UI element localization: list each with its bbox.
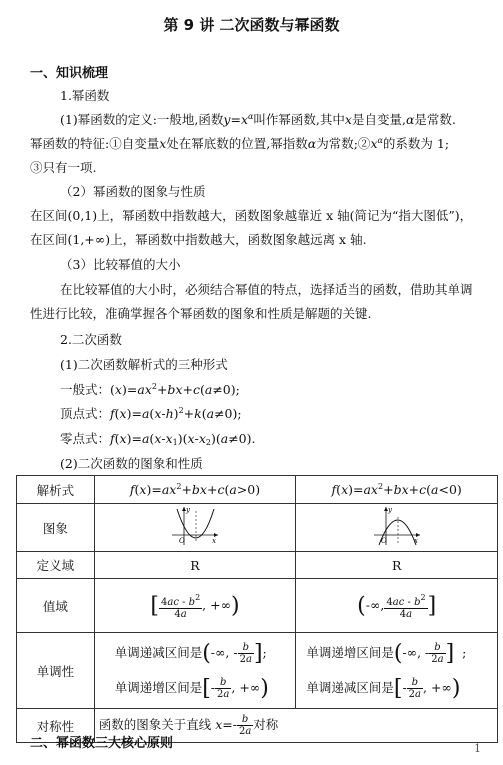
svg-text:O: O <box>179 537 185 545</box>
row-label: 定义域 <box>17 552 95 579</box>
svg-text:x: x <box>212 537 216 545</box>
table-header: $f(x)=ax^2+bx+c(a>0)$ <box>94 476 296 504</box>
row-label: 图象 <box>17 504 95 552</box>
subsection-heading: （2）幂函数的图象与性质 <box>60 184 206 199</box>
monotonicity-cell: 单调递增区间是(-∞, - $\frac{b}{2a}$ ] ; 单调递减区间是[- $\frac{b}{2a}$ , +∞) <box>296 633 498 709</box>
paragraph-line: (1)幂函数的定义:一般地,函数$y=x^\alpha$叫作幂函数,其中x是自变量,α是常数. <box>60 112 456 127</box>
paragraph-line: 在比较幂值的大小时，必须结合幂值的特点，选择适当的函数，借助其单调 <box>60 282 473 297</box>
monotonicity-cell: 单调递减区间是(-∞, - $\frac{b}{2a}$ ]; 单调递增区间是[- $\frac{b}{2a}$ , +∞) <box>94 633 296 709</box>
paragraph-line: ③只有一项. <box>30 160 97 175</box>
section-heading: 一、知识梳理 <box>30 66 109 81</box>
row-label: 值域 <box>17 579 95 633</box>
section-heading: 二、幂函数三大核心原则 <box>30 736 174 751</box>
quadratic-properties-table <box>16 475 498 743</box>
subsection-heading: 2.二次函数 <box>60 332 122 347</box>
svg-text:O: O <box>380 537 387 545</box>
subsection-heading: (2)二次函数的图象和性质 <box>60 456 203 471</box>
svg-text:x: x <box>413 537 418 545</box>
domain-value: R <box>94 552 296 579</box>
subsection-heading: 1.幂函数 <box>60 88 110 103</box>
table-header: $f(x)=ax^2+bx+c(a<0)$ <box>296 476 498 504</box>
graph-downward-parabola <box>296 504 498 552</box>
symmetry-cell: 函数的图象关于直线 x=- $\frac{b}{2a}$ 对称 <box>94 709 497 743</box>
paragraph-line: 性进行比较，准确掌握各个幂函数的图象和性质是解题的关键. <box>30 306 372 321</box>
range-value: (-∞, $\frac{4ac - b^2}{4a}$ ] <box>296 579 498 633</box>
row-label: 单调性 <box>17 633 95 709</box>
range-value: [ $\frac{4ac - b^2}{4a}$ , +∞) <box>94 579 296 633</box>
paragraph-line: 在区间(0,1)上，幂函数中指数越大，函数图象越靠近 x 轴(简记为“指大图低”)， <box>30 208 473 223</box>
subsection-heading: (1)二次函数解析式的三种形式 <box>60 357 228 372</box>
domain-value: R <box>296 552 498 579</box>
svg-text:y: y <box>186 506 190 514</box>
subsection-heading: （3）比较幂值的大小 <box>60 257 181 272</box>
svg-text:y: y <box>387 506 392 514</box>
paragraph-line: 在区间(1,+∞)上，幂函数中指数越大，函数图象越远离 x 轴. <box>30 232 367 247</box>
graph-upward-parabola <box>94 504 296 552</box>
formula-vertex: 顶点式：$f(x)=a(x-h)^2+k(a\ne 0)$; <box>60 406 242 421</box>
page-number: 1 <box>474 742 481 755</box>
formula-zero: 零点式：$f(x)=a(x-x_1)(x-x_2)(a\ne 0)$. <box>60 431 256 447</box>
page-title: 第 9 讲 二次函数与幂函数 <box>163 16 340 34</box>
paragraph-line: 幂函数的特征:①自变量x处在幂底数的位置,幂指数α为常数$;②x^\alpha$的系数为 1; <box>30 136 450 151</box>
table-header: 解析式 <box>17 476 95 504</box>
formula-general: 一般式：$(x)=ax^2+bx+c(a\ne 0)$; <box>60 382 240 397</box>
row-label: 对称性 <box>17 709 95 743</box>
